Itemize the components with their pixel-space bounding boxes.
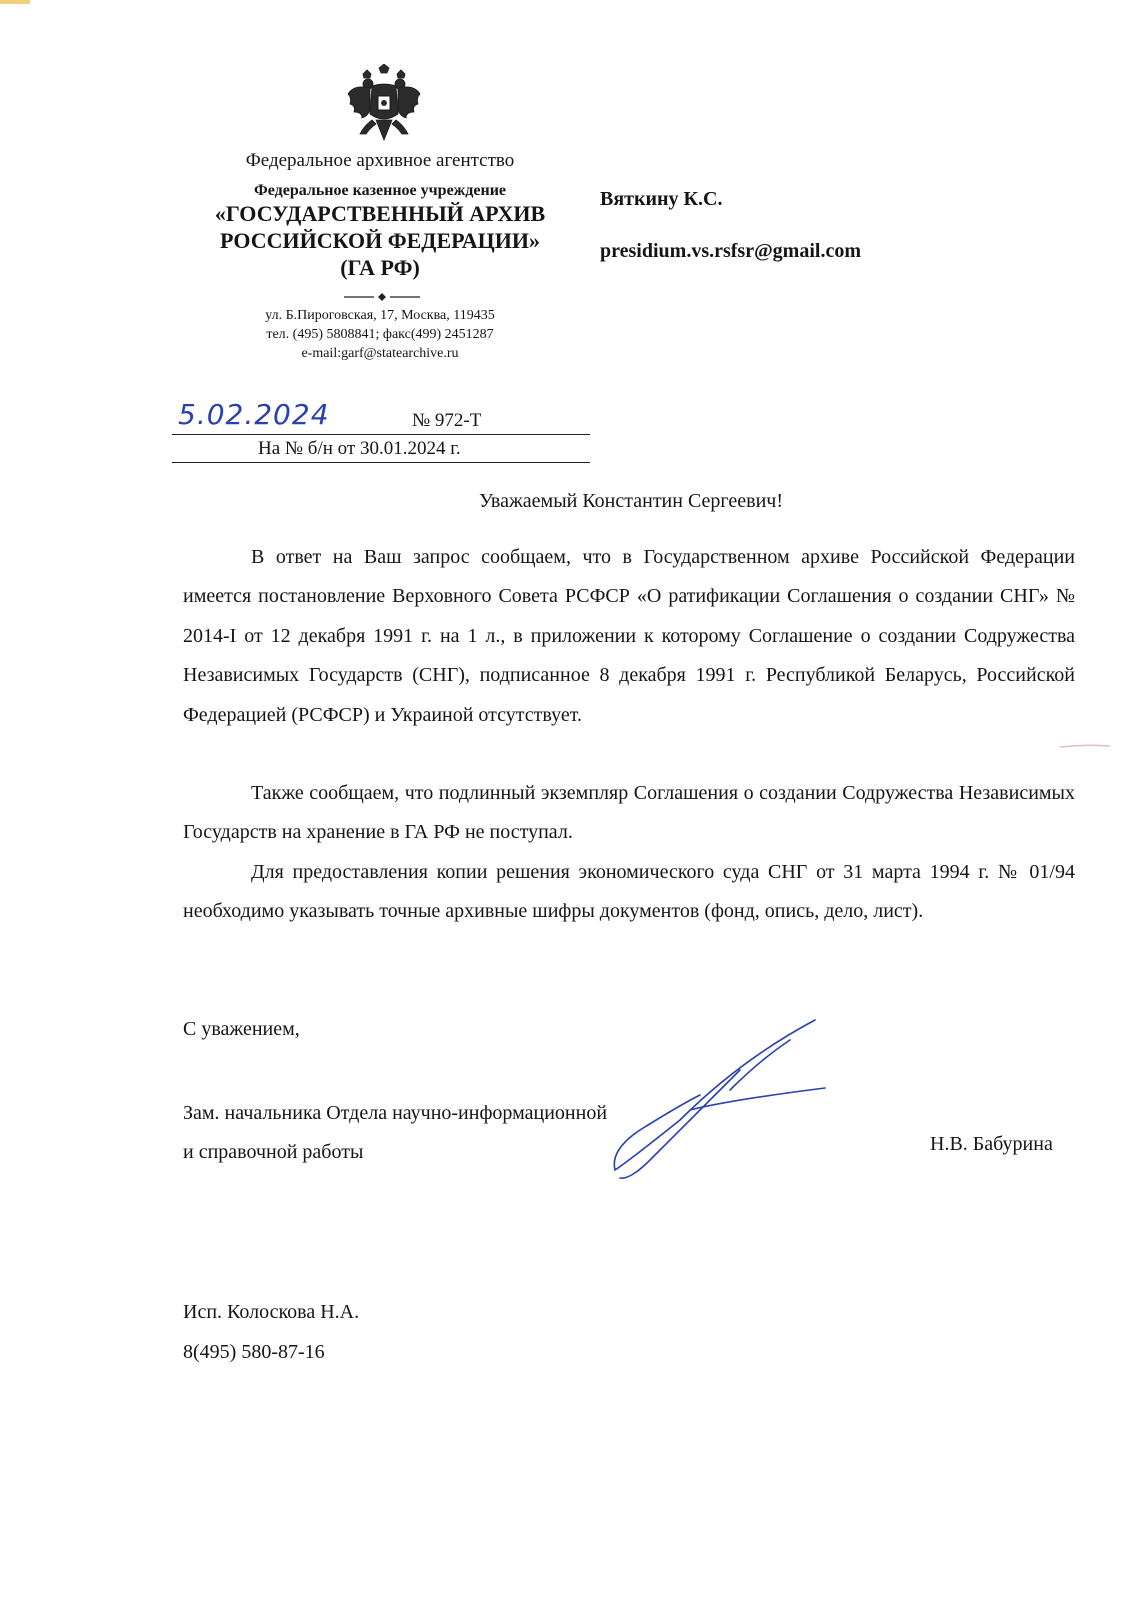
registration-date: 5.02.2024 <box>178 398 330 431</box>
letterhead-phones: тел. (495) 5808841; факс(499) 2451287 <box>266 327 494 342</box>
signer-position-line1: Зам. начальника Отдела научно-информационной <box>183 1102 608 1124</box>
paragraph-1: В ответ на Ваш запрос сообщаем, что в Государственном архиве Российской Федерации имеется постановление Верховного Совета РСФСР «О ратификации Соглашения о создании СНГ» № 2014-I от 12 декабря 1991 г. на 1 л., в приложении к которому Соглашение о создании Содружества Независимых Государств (СНГ), подписанное 8 декабря 1991 г. Республикой Беларусь, Российской Федерацией (РСФСР) и Украиной отсутствует. <box>183 546 1075 726</box>
closing: С уважением, <box>183 1018 300 1040</box>
registration-rule-2 <box>172 462 590 463</box>
registration-number: № 972-Т <box>412 410 482 431</box>
registration-rule-1 <box>172 434 590 435</box>
letterhead-agency: Федеральное архивное агентство <box>245 150 515 171</box>
recipient-name: Вяткину К.С. <box>600 188 723 210</box>
letterhead-name <box>170 200 590 281</box>
letterhead-name-line2: РОССИЙСКОЙ ФЕДЕРАЦИИ» <box>220 228 540 253</box>
letterhead-email: e-mail:garf@statearchive.ru <box>301 346 459 361</box>
executor <box>183 1292 359 1372</box>
salutation: Уважаемый Константин Сергеевич! <box>479 490 783 512</box>
scan-mark <box>1060 742 1110 750</box>
letterhead-institution-type: Федеральное казенное учреждение <box>253 182 507 199</box>
letterhead-divider <box>344 292 420 302</box>
letterhead-name-line1: «ГОСУДАРСТВЕННЫЙ АРХИВ <box>214 201 546 226</box>
signer-name: Н.В. Бабурина <box>930 1133 1053 1155</box>
handwritten-signature <box>590 1010 830 1190</box>
recipient-email: presidium.vs.rsfsr@gmail.com <box>600 240 861 262</box>
letterhead-contacts <box>170 306 590 363</box>
signer-position <box>183 1094 607 1172</box>
executor-name: Исп. Колоскова Н.А. <box>183 1301 360 1323</box>
registration-reference: На № б/н от 30.01.2024 г. <box>258 438 461 459</box>
letterhead-abbr: (ГА РФ) <box>340 255 420 280</box>
letterhead-address: ул. Б.Пироговская, 17, Москва, 119435 <box>265 308 495 323</box>
coat-of-arms-icon <box>346 64 422 146</box>
scan-corner-mark <box>0 0 40 6</box>
signer-position-line2: и справочной работы <box>183 1141 364 1163</box>
paragraph-3: Для предоставления копии решения экономического суда СНГ от 31 марта 1994 г. № 01/94 необходимо указывать точные архивные шифры документов (фонд, опись, дело, лист). <box>183 861 1075 923</box>
paragraph-2: Также сообщаем, что подлинный экземпляр Соглашения о создании Содружества Независимых Государств на хранение в ГА РФ не поступал. <box>183 782 1075 844</box>
executor-phone: 8(495) 580-87-16 <box>183 1341 325 1363</box>
